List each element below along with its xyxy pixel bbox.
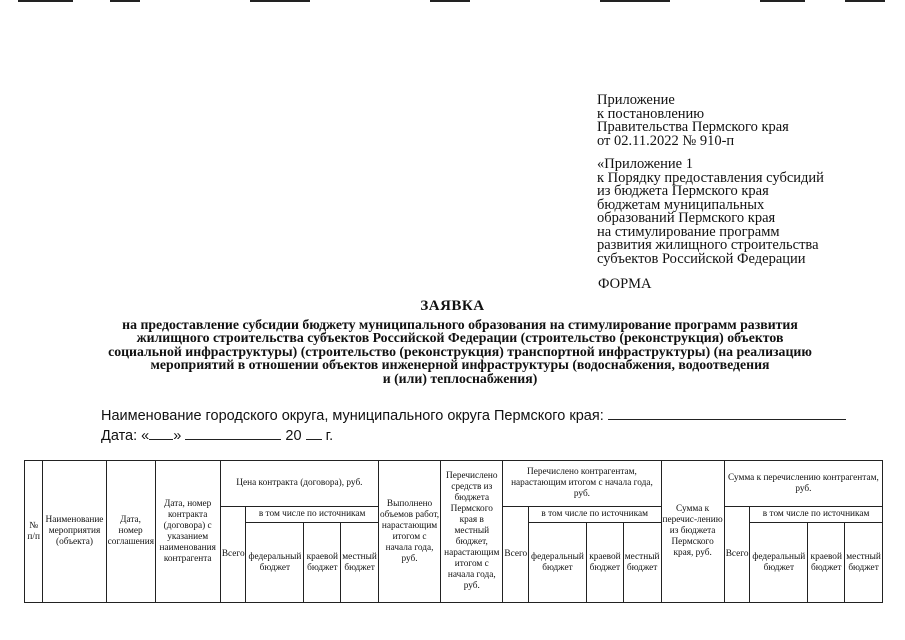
header-group-transferred-contractors: Перечислено контрагентам, нарастающим итогом с начала года, руб. (503, 461, 661, 507)
subtitle-line: жилищного строительства субъектов Российской Федерации (строительство (реконструкция) объектов (136, 330, 784, 346)
application-table (24, 460, 883, 603)
header-cell-transferred-region: Перечислено средств из бюджета Пермского края в местный бюджет, нарастающим итогом с начала года, руб. (441, 461, 503, 603)
subtitle-line: социальной инфраструктуры) (строительство (реконструкция) транспортной инфраструктуры) (на реализацию (108, 343, 812, 359)
annex-line: развития жилищного строительства (597, 237, 819, 253)
header-cell-agreement: Дата, номер соглашения (106, 461, 155, 603)
municipality-name-label: Наименование городского округа, муниципального округа Пермского края: (101, 408, 604, 424)
date-label: Дата: « (101, 428, 150, 444)
header-cell-regional: краевой бюджет (304, 523, 341, 603)
annex-line: к Порядку предоставления субсидий (597, 169, 824, 186)
header-cell-works-done: Выполнено объемов работ, нарастающим итогом с начала года, руб. (378, 461, 440, 603)
header-cell-federal: федеральный бюджет (750, 523, 808, 603)
header-cell-by-sources: в том числе по источникам (246, 507, 379, 523)
scan-edge-mark (18, 0, 73, 2)
header-cell-local: местный бюджет (623, 523, 661, 603)
header-cell-local: местный бюджет (845, 523, 883, 603)
header-cell-total: Всего (220, 507, 246, 603)
date-day-blank[interactable] (149, 427, 173, 440)
scan-edge-mark (600, 0, 670, 2)
appendix-reference (597, 94, 897, 148)
header-cell-total: Всего (724, 507, 750, 603)
date-month-blank[interactable] (185, 427, 281, 440)
document-subtitle (40, 318, 880, 385)
header-cell-federal: федеральный бюджет (246, 523, 304, 603)
scan-edge-mark (430, 0, 470, 2)
annex-line: из бюджета Пермского края (597, 183, 769, 199)
scan-edge-mark (845, 0, 885, 2)
date-field (101, 427, 333, 444)
header-cell-regional: краевой бюджет (808, 523, 845, 603)
annex-line: бюджетам муниципальных (597, 196, 765, 213)
appendix-line: Приложение (597, 92, 675, 108)
municipality-name-blank[interactable] (608, 407, 846, 420)
date-quote-close: » (173, 428, 182, 444)
document-title: ЗАЯВКА (420, 298, 485, 314)
subtitle-line: на предоставление субсидии бюджету муниципального образования на стимулирование программ развития (122, 317, 798, 332)
annex-line: субъектов Российской Федерации (597, 250, 806, 267)
annex-reference (597, 158, 897, 266)
header-group-sum-contractors: Сумма к перечислению контрагентам, руб. (724, 461, 882, 507)
scan-edge-mark (250, 0, 310, 2)
header-cell-total: Всего (503, 507, 529, 603)
header-cell-by-sources: в том числе по источникам (750, 507, 883, 523)
appendix-line: к постановлению (597, 105, 705, 122)
header-cell-federal: федеральный бюджет (528, 523, 586, 603)
annex-line: образований Пермского края (597, 210, 776, 226)
annex-line: «Приложение 1 (597, 156, 693, 172)
scan-edge-mark (760, 0, 805, 2)
annex-line: на стимулирование программ (597, 223, 780, 240)
subtitle-line: и (или) теплоснабжения) (382, 370, 538, 386)
header-cell-event-name: Наименование мероприятия (объекта) (43, 461, 106, 603)
appendix-line: Правительства Пермского края (597, 119, 789, 135)
date-year-blank[interactable] (306, 427, 322, 440)
header-cell-by-sources: в том числе по источникам (528, 507, 661, 523)
date-year-suffix: г. (325, 428, 334, 444)
subtitle-line: мероприятий в отношении объектов инженерной инфраструктуры (водоснабжения, водоотведения (150, 357, 770, 373)
header-cell-sum-from-region: Сумма к перечис-лению из бюджета Пермского края, руб. (661, 461, 724, 603)
scan-edge-mark (110, 0, 140, 2)
appendix-line: от 02.11.2022 № 910-п (597, 132, 735, 149)
header-cell-contract: Дата, номер контракта (договора) с указанием наименования контрагента (155, 461, 220, 603)
header-cell-number: № п/п (25, 461, 43, 603)
header-cell-local: местный бюджет (341, 523, 379, 603)
date-year-prefix: 20 (285, 428, 302, 444)
header-cell-regional: краевой бюджет (587, 523, 624, 603)
form-label: ФОРМА (598, 276, 652, 292)
header-group-contract-price: Цена контракта (договора), руб. (220, 461, 378, 507)
municipality-name-field (101, 407, 846, 424)
